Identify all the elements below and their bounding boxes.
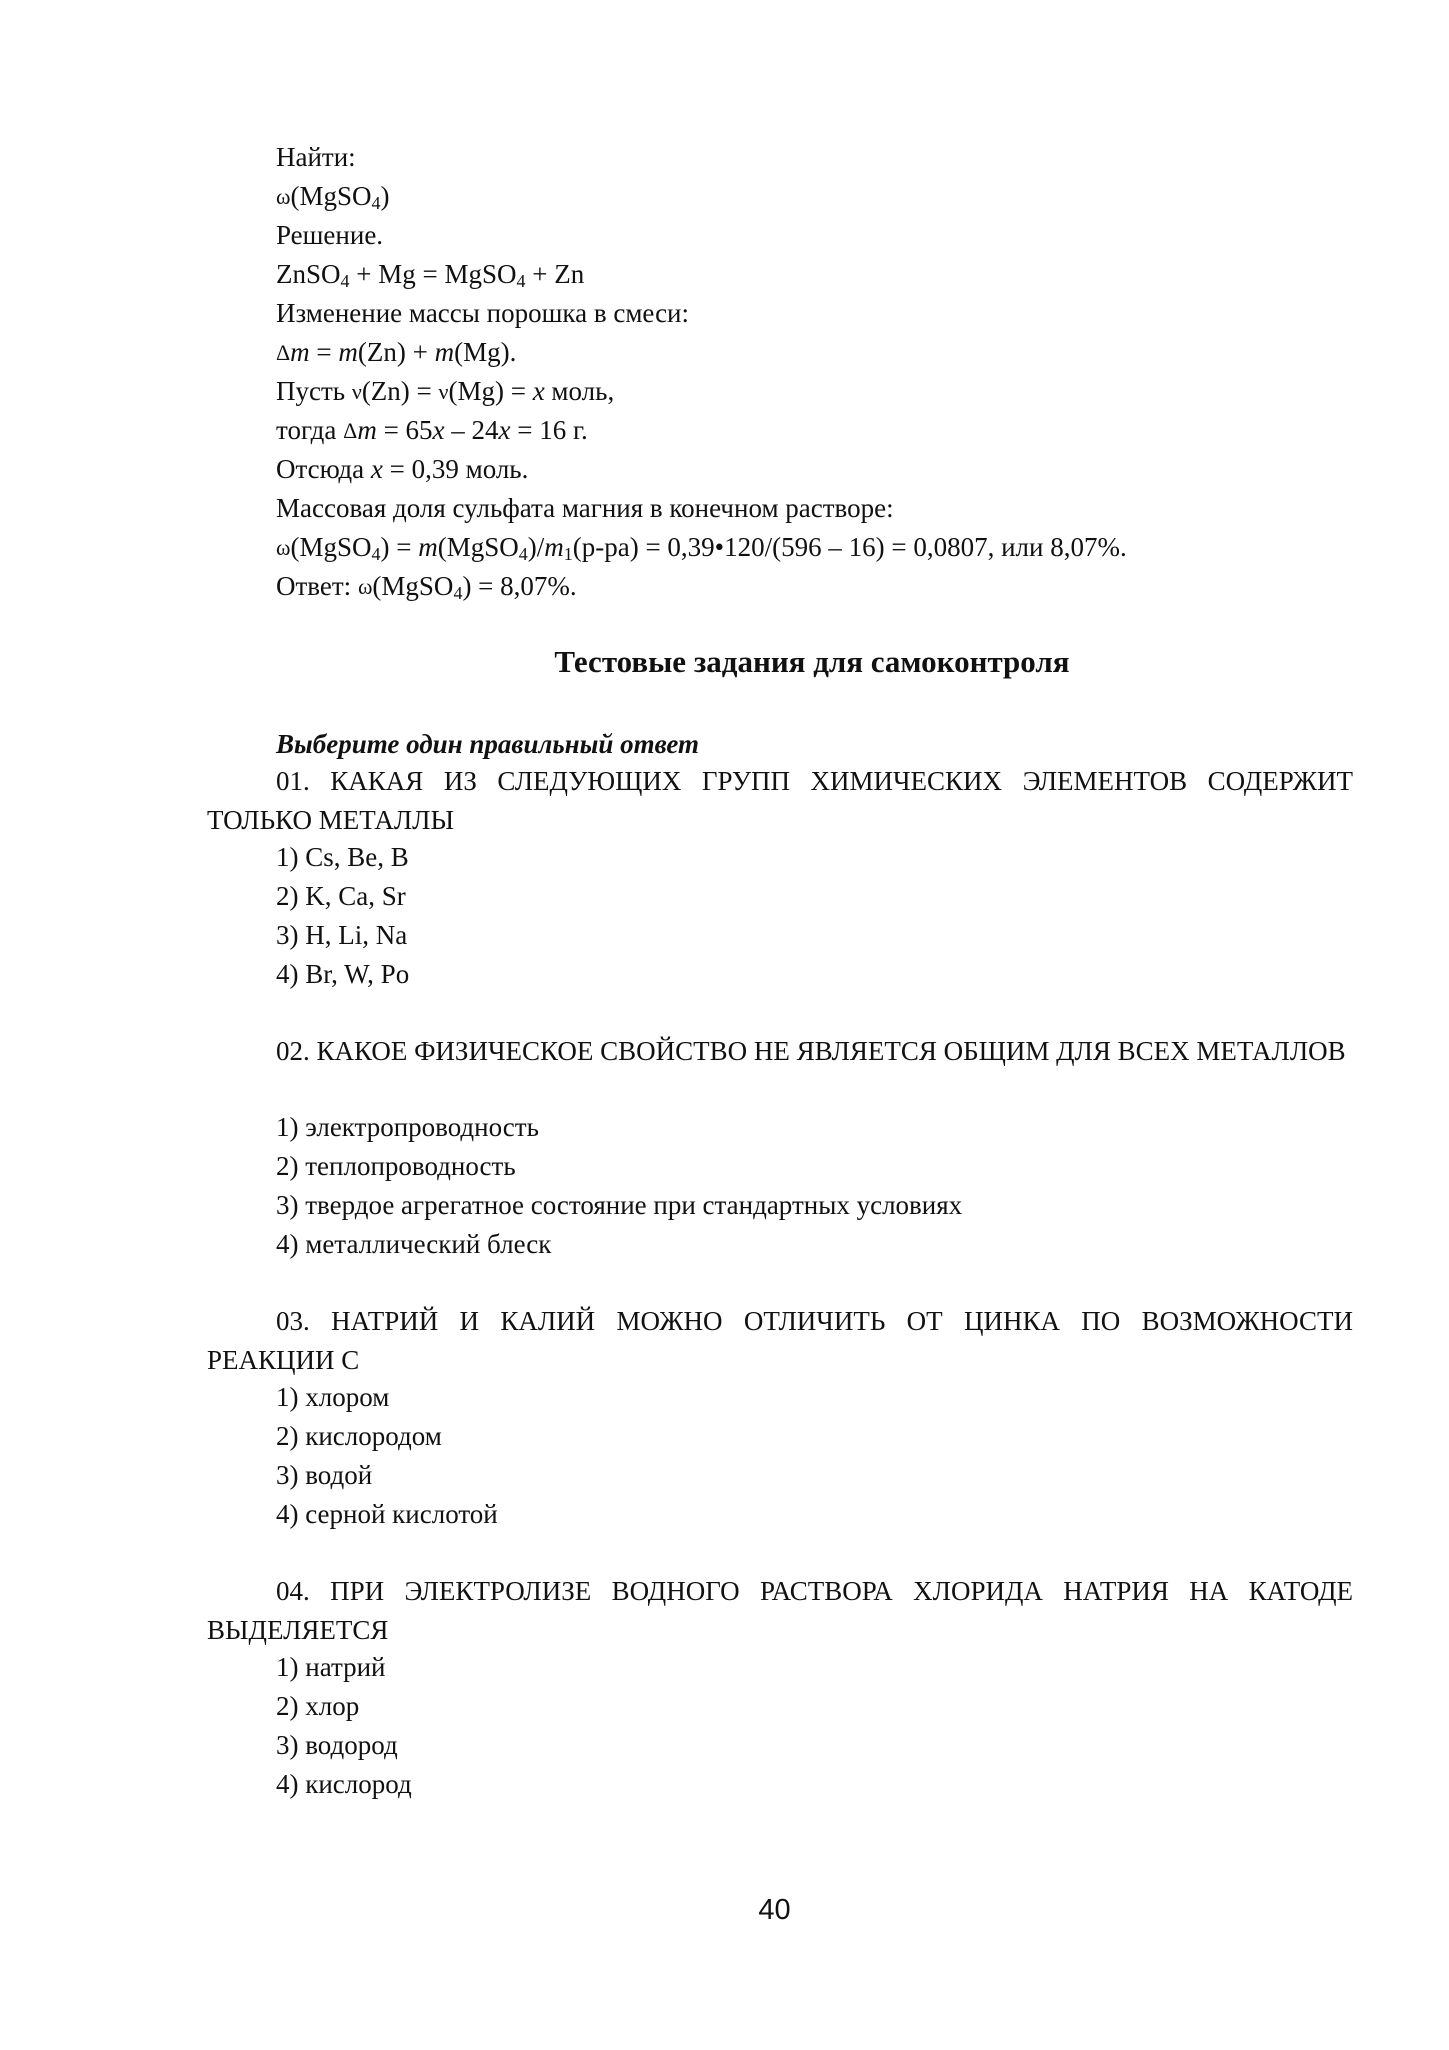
question-04-option-2: 2) хлор xyxy=(276,1691,360,1721)
delta-symbol: Δ xyxy=(276,340,291,365)
let-statement: Пусть ν(Zn) = ν(Mg) = x моль, xyxy=(276,374,614,409)
question-01-option-1: 1) Cs, Be, B xyxy=(276,842,409,872)
reaction-equation: ZnSO$_4$ + Mg = MgSO$_4$ + Zn xyxy=(276,259,585,291)
instruction-text: Выберите один правильный ответ xyxy=(276,729,700,759)
question-02-option-1: 1) электропроводность xyxy=(276,1112,539,1142)
page-number: 40 xyxy=(758,1894,791,1926)
nu-symbol: ν xyxy=(438,379,449,404)
hence-statement: Отсюда x = 0,39 моль. xyxy=(276,454,529,484)
question-03-option-4: 4) серной кислотой xyxy=(276,1499,498,1529)
nu-symbol: ν xyxy=(351,379,362,404)
mass-change-text: Изменение массы порошка в смеси: xyxy=(276,298,690,328)
question-03-text: 03. НАТРИЙ И КАЛИЙ МОЖНО ОТЛИЧИТЬ ОТ ЦИНКА ПО ВОЗМОЖНОСТИ РЕАКЦИИ С xyxy=(207,1306,1353,1375)
question-04-option-3: 3) водород xyxy=(276,1730,398,1760)
omega-symbol: ω xyxy=(357,574,373,599)
question-02-option-3: 3) твердое агрегатное состояние при стандартных условиях xyxy=(276,1190,963,1220)
question-04-text: 04. ПРИ ЭЛЕКТРОЛИЗЕ ВОДНОГО РАСТВОРА ХЛОРИДА НАТРИЯ НА КАТОДЕ ВЫДЕЛЯЕТСЯ xyxy=(207,1576,1353,1645)
question-02-option-2: 2) теплопроводность xyxy=(276,1151,516,1181)
fraction-text: Массовая доля сульфата магния в конечном растворе: xyxy=(276,493,894,523)
question-04-option-4: 4) кислород xyxy=(276,1769,412,1799)
section-title: Тестовые задания для самоконтроля xyxy=(554,644,1070,679)
question-01-option-3: 3) H, Li, Na xyxy=(276,920,408,950)
question-01-text: 01. КАКАЯ ИЗ СЛЕДУЮЩИХ ГРУПП ХИМИЧЕСКИХ ЭЛЕМЕНТОВ СОДЕРЖИТ ТОЛЬКО МЕТАЛЛЫ xyxy=(207,766,1353,835)
calculation-line: ω(MgSO$_4$) = $m(MgSO_4)/m_1(р-ра)$ = 0,39•120/(596 – 16) = 0,0807, или 8,07%. xyxy=(276,532,1127,564)
question-02-option-4: 4) металлический блеск xyxy=(276,1229,552,1259)
question-02-text: 02. КАКОЕ ФИЗИЧЕСКОЕ СВОЙСТВО НЕ ЯВЛЯЕТСЯ ОБЩИМ ДЛЯ ВСЕХ МЕТАЛЛОВ xyxy=(276,1036,1346,1066)
question-01-option-4: 4) Br, W, Po xyxy=(276,959,410,989)
delta-formula: Δm = m(Zn) + m(Mg). xyxy=(276,335,516,370)
solution-label: Решение. xyxy=(276,220,384,250)
question-01-option-2: 2) K, Ca, Sr xyxy=(276,881,406,911)
question-03-option-2: 2) кислородом xyxy=(276,1421,442,1451)
then-statement: тогда Δm = 65x – 24x = 16 г. xyxy=(276,413,588,448)
answer-line: Ответ: ω(MgSO$_4$) = 8,07%. xyxy=(276,571,577,603)
question-04-option-1: 1) натрий xyxy=(276,1652,386,1682)
omega-symbol: ω xyxy=(276,535,291,560)
find-value: ω(MgSO$_4$) xyxy=(276,181,390,213)
find-label: Найти: xyxy=(276,142,356,172)
delta-symbol: Δ xyxy=(343,418,358,443)
question-03-option-3: 3) водой xyxy=(276,1460,373,1490)
omega-symbol: ω xyxy=(276,184,291,209)
question-03-option-1: 1) хлором xyxy=(276,1382,390,1412)
